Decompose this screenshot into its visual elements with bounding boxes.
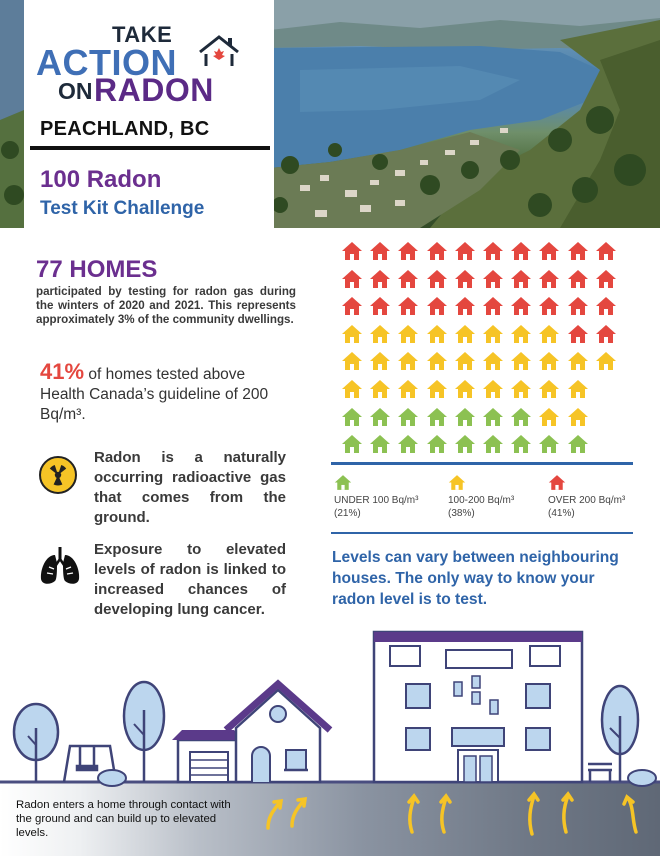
legend-label: UNDER 100 Bq/m³ [334,495,419,506]
house-icon-red [426,241,448,261]
house-icon-red [567,269,589,289]
house-icon-green [426,434,448,454]
house-icon-red [397,241,419,261]
logo-on: ON [58,78,93,104]
logo-house-icon [198,34,240,68]
homes-description: participated by testing for radon gas during the winters of 2020 and 2021. This represents approximately 3% of the community dwellings. [36,285,296,326]
house-icon-red [482,241,504,261]
challenge-title-line1: 100 Radon [40,166,162,193]
house-icon-red [538,269,560,289]
house-icon-green [369,407,391,427]
house-icon-green [510,434,532,454]
house-icon-yellow [595,351,617,371]
small-house [226,684,330,782]
house-icon-red [426,269,448,289]
house-icon-yellow [426,379,448,399]
house-grid [341,241,629,459]
garage [172,730,244,782]
house-icon-green [341,434,363,454]
red-house-icon [548,474,566,491]
house-icon-green [397,407,419,427]
take-action-on-radon-logo [36,22,246,112]
legend-100-200 [448,474,514,520]
house-icon-yellow [482,379,504,399]
green-house-icon [334,474,352,491]
tree-right [602,686,638,782]
house-icon-red [482,269,504,289]
house-icon-yellow [454,351,476,371]
house-icon-red [510,241,532,261]
title-divider [30,146,270,150]
yellow-house-icon [448,474,466,491]
house-icon-red [397,296,419,316]
house-icon-yellow [510,324,532,344]
house-icon-red [369,269,391,289]
house-icon-yellow [397,324,419,344]
house-icon-yellow [426,324,448,344]
house-icon-yellow [369,324,391,344]
house-icon-red [454,269,476,289]
house-icon-red [341,269,363,289]
house-icon-red [454,296,476,316]
hero-photo [0,0,660,228]
legend-divider [331,532,633,534]
percent-value: 41% [40,359,85,384]
house-icon-green [397,434,419,454]
house-icon-yellow [397,379,419,399]
apartment-building [374,632,582,782]
legend-share: (38%) [448,508,475,519]
location-heading: PEACHLAND, BC [40,118,210,140]
house-icon-yellow [397,351,419,371]
house-icon-yellow [538,407,560,427]
house-icon-yellow [538,324,560,344]
levels-note: Levels can vary between neighbouring houses. The only way to know your radon level is to test. [332,549,619,608]
house-icon-red [510,269,532,289]
house-icon-red [341,241,363,261]
house-icon-yellow [454,324,476,344]
tree-middle-left [124,682,164,782]
house-icon-yellow [567,379,589,399]
bottom-note: Radon enters a home through contact with the ground and can build up to elevated levels. [16,799,231,839]
house-icon-yellow [567,351,589,371]
house-icon-yellow [567,407,589,427]
house-icon-red [595,324,617,344]
legend-label: 100-200 Bq/m³ [448,495,515,506]
house-icon-red [397,269,419,289]
house-icon-green [426,407,448,427]
tree-left [14,704,58,782]
house-icon-red [454,241,476,261]
homes-count-heading: 77 HOMES [36,256,158,283]
house-icon-red [538,241,560,261]
house-icon-yellow [369,351,391,371]
house-icon-green [454,434,476,454]
house-icon-yellow [510,379,532,399]
percent-text: of homes tested above Health Canada’s guideline of 200 Bq/m³. [40,366,269,423]
house-icon-yellow [341,379,363,399]
house-icon-red [369,241,391,261]
house-icon-green [482,407,504,427]
challenge-title-line2: Test Kit Challenge [40,198,205,219]
house-icon-red [567,241,589,261]
house-icon-red [567,296,589,316]
house-icon-red [482,296,504,316]
house-icon-yellow [341,351,363,371]
logo-action: ACTION [36,42,177,83]
legend-share: (21%) [334,508,361,519]
legend-over-200 [548,474,625,520]
house-icon-red [595,269,617,289]
house-icon-green [482,434,504,454]
house-icon-green [454,407,476,427]
house-icon-yellow [482,351,504,371]
house-icon-red [369,296,391,316]
house-icon-green [341,407,363,427]
lung-cancer-fact: Exposure to elevated levels of radon is linked to increased chances of developing lung cancer. [94,541,286,618]
house-icon-yellow [341,324,363,344]
house-icon-yellow [538,379,560,399]
house-icon-yellow [426,351,448,371]
house-icon-yellow [538,351,560,371]
grid-divider [331,462,633,465]
house-icon-green [538,434,560,454]
radon-arrows [268,794,636,834]
house-icon-yellow [369,379,391,399]
logo-radon: RADON [94,72,214,108]
house-icon-red [510,296,532,316]
house-icon-yellow [482,324,504,344]
house-icon-red [341,296,363,316]
house-icon-red [426,296,448,316]
radiation-icon [39,456,77,494]
house-icon-red [595,241,617,261]
house-icon-red [595,296,617,316]
logo-take: TAKE [112,22,173,47]
lungs-icon [38,545,82,587]
house-icon-yellow [454,379,476,399]
legend-share: (41%) [548,508,575,519]
percent-statement [40,359,290,425]
house-icon-yellow [510,351,532,371]
house-icon-green [567,434,589,454]
house-icon-red [538,296,560,316]
radon-fact: Radon is a naturally occurring radioactive gas that comes from the ground. [94,449,286,526]
legend-label: OVER 200 Bq/m³ [548,495,626,506]
bench [588,764,612,782]
house-icon-red [567,324,589,344]
house-icon-green [369,434,391,454]
legend-under-100 [334,474,418,520]
house-icon-green [510,407,532,427]
